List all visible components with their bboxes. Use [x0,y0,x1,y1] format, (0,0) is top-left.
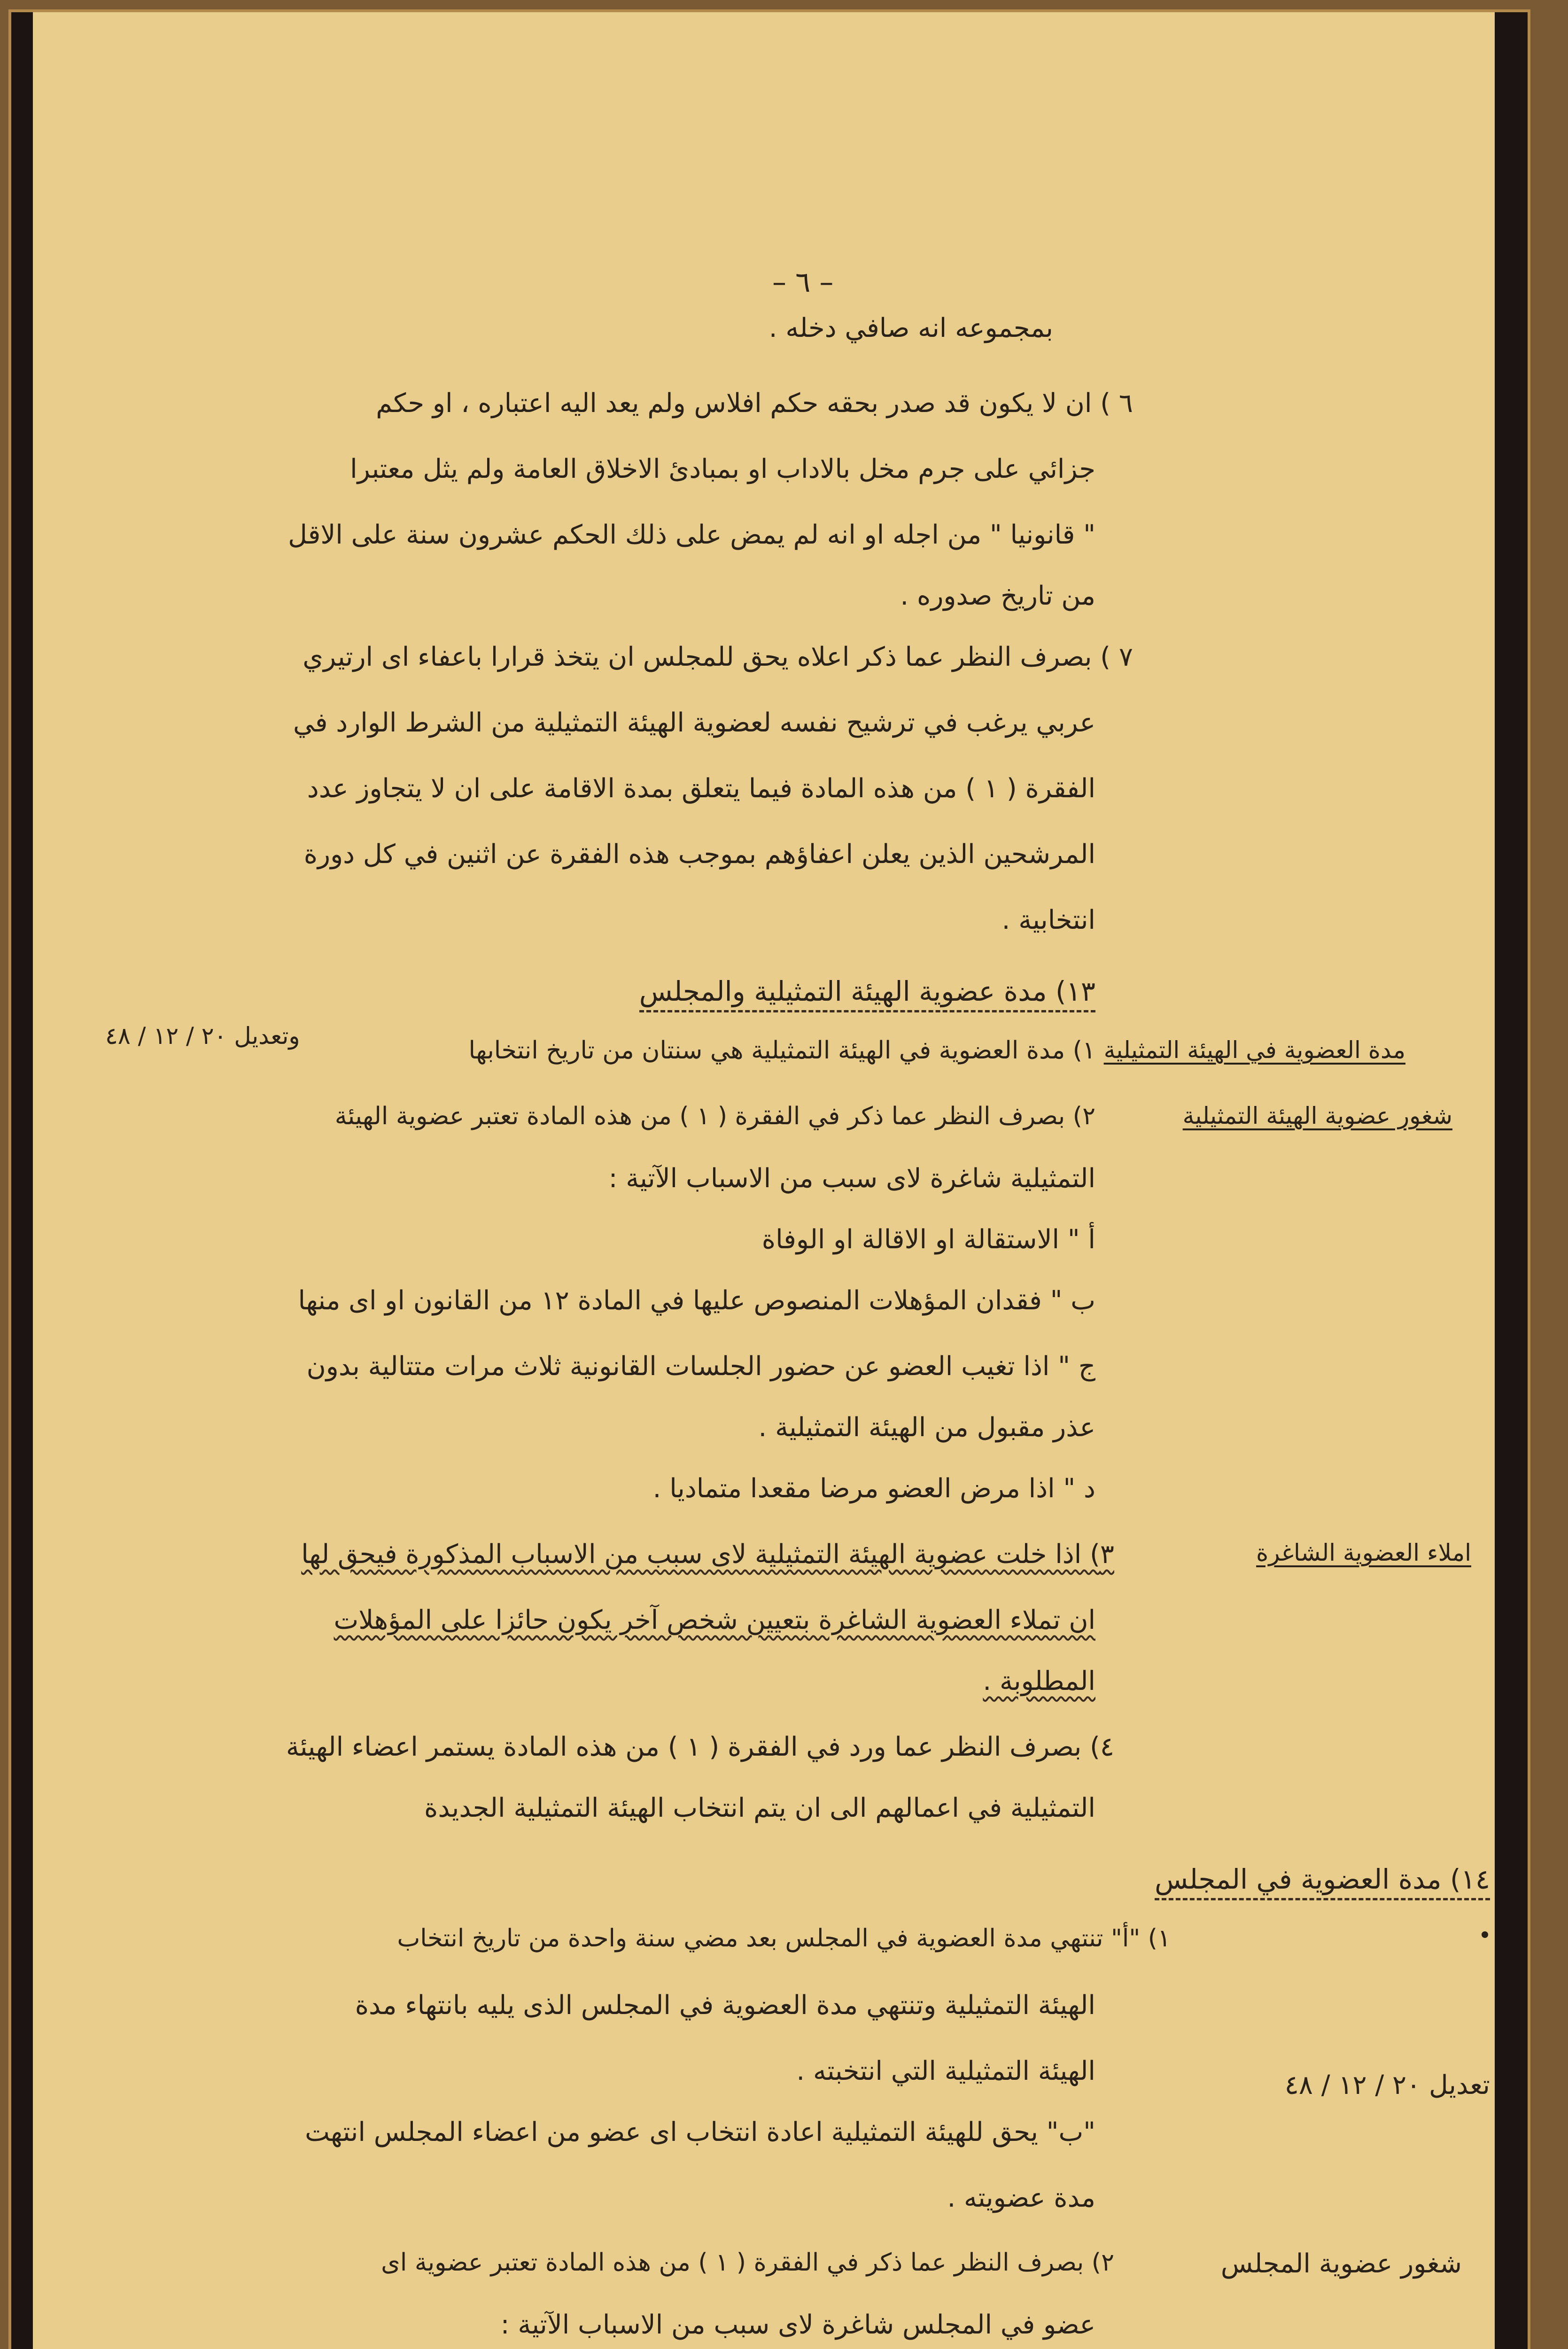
text-line: جزائي على جرم مخل بالاداب او بمبادئ الاخلاق العامة ولم يثل معتبرا [350,454,1095,484]
margin-note-term [1104,1036,1405,1064]
section-13-item-c2: عذر مقبول من الهيئة التمثيلية . [758,1412,1095,1443]
text-line: الفقرة ( ١ ) من هذه المادة فيما يتعلق بمدة الاقامة على ان لا يتجاوز عدد [307,773,1095,804]
section-14-para-1d: "ب" يحق للهيئة التمثيلية اعادة انتخاب اى عضو من اعضاء المجلس انتهت [305,2117,1095,2147]
section-13-para-2a: ٢) بصرف النظر عما ذكر في الفقرة ( ١ ) من هذه المادة تعتبر عضوية الهيئة [334,1102,1095,1130]
text-line: " قانونيا " من اجله او انه لم يمض على ذلك الحكم عشرون سنة على الاقل [288,520,1095,550]
section-14-heading [1155,1863,1490,1895]
margin-note-vacancy-text: شغور عضوية الهيئة التمثيلية [1182,1102,1452,1129]
section-13-para-3c [983,1666,1095,1696]
section-14-heading-text: ١٤) مدة العضوية في المجلس [1155,1863,1490,1900]
section-13-para-3a [301,1539,1114,1570]
amendment-note: وتعديل ٢٠ / ١٢ / ٤٨ [105,1022,300,1050]
margin-note-fill-text: املاء العضوية الشاغرة [1256,1539,1471,1566]
section-13-para-3a-text: ٣) اذا خلت عضوية الهيئة التمثيلية لاى سبب من الاسباب المذكورة فيحق لها [301,1539,1114,1570]
section-14-para-1a: ١) "أ" تنتهي مدة العضوية في المجلس بعد مضي سنة واحدة من تاريخ انتخاب [397,1924,1171,1952]
section-13-item-d: د " اذا مرض العضو مرضا مقعدا متماديا . [652,1473,1095,1504]
text-line: ٦ ) ان لا يكون قد صدر بحقه حكم افلاس ولم يعد اليه اعتباره ، او حكم [376,388,1133,419]
margin-note-term-text: مدة العضوية في الهيئة التمثيلية [1103,1036,1405,1064]
margin-note-fill [1256,1539,1471,1566]
section-13-para-4b: التمثيلية في اعمالهم الى ان يتم انتخاب الهيئة التمثيلية الجديدة [424,1793,1095,1823]
section-14-para-2b: عضو في المجلس شاغرة لاى سبب من الاسباب الآتية : [500,2310,1095,2340]
section-13-heading-text: ١٣) مدة عضوية الهيئة التمثيلية والمجلس [639,975,1095,1012]
text-line: من تاريخ صدوره . [900,581,1095,611]
section-13-item-a: أ " الاستقالة او الاقالة او الوفاة [761,1224,1095,1255]
text-line: عربي يرغب في ترشيح نفسه لعضوية الهيئة التمثيلية من الشرط الوارد في [293,708,1095,738]
text-line: المرشحين الذين يعلن اعفاؤهم بموجب هذه الفقرة عن اثنين في كل دورة [303,839,1095,870]
page-number: – ٦ – [772,266,834,299]
margin-note-vacancy [1183,1102,1452,1129]
text-line: بمجموعه انه صافي دخله . [768,313,1053,343]
margin-note-amendment: تعديل ٢٠ / ١٢ / ٤٨ [1284,2070,1490,2100]
section-14-para-1e: مدة عضويته . [947,2183,1095,2213]
section-14-para-1c: الهيئة التمثيلية التي انتخبته . [796,2056,1095,2086]
scan-border-left [11,12,33,2349]
section-14-para-2a: ٢) بصرف النظر عما ذكر في الفقرة ( ١ ) من هذه المادة تعتبر عضوية اى [381,2248,1114,2277]
section-13-para-4a: ٤) بصرف النظر عما ورد في الفقرة ( ١ ) من هذه المادة يستمر اعضاء الهيئة [286,1732,1114,1762]
section-13-item-c1: ج " اذا تغيب العضو عن حضور الجلسات القانونية ثلاث مرات متتالية بدون [306,1351,1095,1382]
margin-note-council-vacancy: شغور عضوية المجلس [1220,2248,1462,2279]
text-line: ٧ ) بصرف النظر عما ذكر اعلاه يحق للمجلس ان يتخذ قرارا باعفاء اى ارتيري [303,642,1133,672]
section-13-heading [639,975,1095,1007]
scan-border-right [1495,12,1528,2349]
section-13-item-b: ب " فقدان المؤهلات المنصوص عليها في المادة ١٢ من القانون او اى منها [298,1285,1095,1316]
section-13-para-2b: التمثيلية شاغرة لاى سبب من الاسباب الآتية : [608,1163,1095,1194]
section-13-para-3c-text: المطلوبة . [983,1666,1095,1696]
section-13-para-1: ١) مدة العضوية في الهيئة التمثيلية هي سنتان من تاريخ انتخابها [468,1036,1095,1065]
section-13-para-3b [334,1605,1095,1635]
section-13-para-3b-text: ان تملاء العضوية الشاغرة بتعيين شخص آخر يكون حائزا على المؤهلات [334,1605,1095,1635]
margin-dot [1482,1931,1488,1938]
text-line: انتخابية . [1001,905,1095,935]
section-14-para-1b: الهيئة التمثيلية وتنتهي مدة العضوية في المجلس الذى يليه بانتهاء مدة [355,1990,1095,2021]
document-page [8,9,1530,2349]
